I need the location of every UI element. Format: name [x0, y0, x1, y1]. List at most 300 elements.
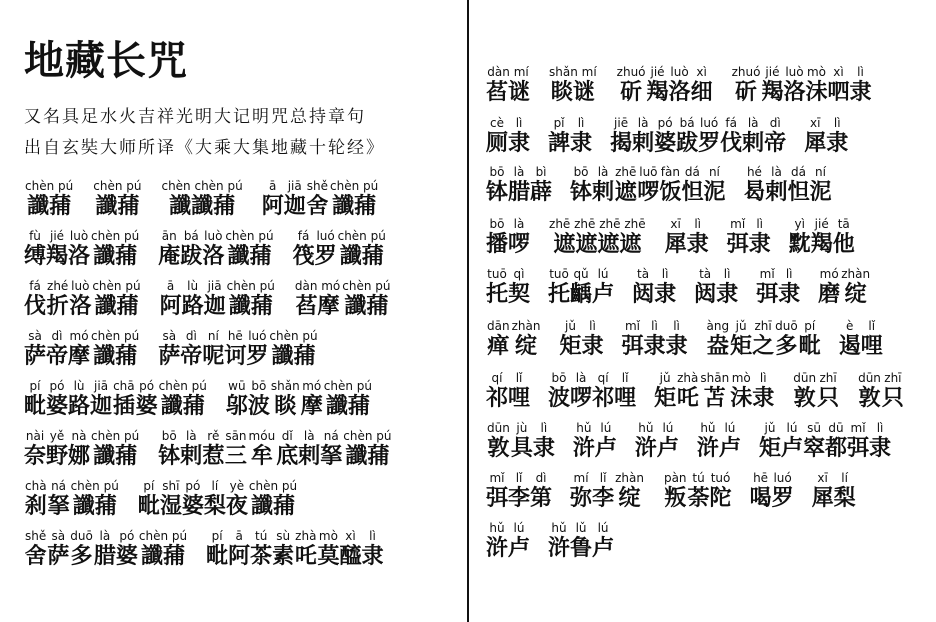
- syllable: [632, 117, 654, 157]
- pinyin: pó: [185, 479, 201, 493]
- syllable: [719, 422, 741, 462]
- mantra-line: [24, 180, 397, 220]
- hanzi: 讖蒱: [332, 193, 377, 219]
- pinyin: lì: [833, 116, 841, 130]
- hanzi: 伐: [24, 293, 47, 319]
- pinyin: jù: [516, 421, 528, 435]
- hanzi: 隶: [826, 130, 849, 156]
- pinyin: dì: [769, 116, 781, 130]
- syllable: [752, 320, 774, 360]
- hanzi: 怛: [787, 179, 810, 205]
- syllable: [761, 66, 783, 106]
- mantra-line: [486, 66, 890, 106]
- syllable: [533, 422, 555, 462]
- syllable: [486, 422, 511, 462]
- mantra-word: [621, 320, 687, 360]
- hanzi: 萨: [47, 543, 70, 569]
- pinyin: pó: [49, 379, 65, 393]
- pinyin: dì: [51, 329, 63, 343]
- mantra-word: [548, 268, 614, 308]
- pinyin: xī: [817, 471, 828, 485]
- syllable: [202, 230, 224, 270]
- syllable: [654, 372, 676, 412]
- syllable: [486, 218, 508, 258]
- hanzi: 遮: [614, 179, 637, 205]
- pinyin: qí: [491, 371, 503, 385]
- syllable: [204, 480, 226, 520]
- pinyin: chèn pú: [226, 279, 275, 293]
- hanzi: 婆: [115, 543, 138, 569]
- syllable: [90, 230, 140, 270]
- pinyin: qǔ: [573, 267, 589, 281]
- pinyin: jié: [814, 217, 829, 231]
- syllable: [710, 472, 732, 512]
- syllable: [90, 380, 112, 420]
- syllable: [508, 218, 530, 258]
- syllable: [284, 180, 306, 220]
- syllable: [548, 268, 570, 308]
- syllable: [833, 218, 855, 258]
- pinyin: lí: [841, 471, 848, 485]
- pinyin: pí: [804, 319, 816, 333]
- syllable: [315, 230, 337, 270]
- syllable: [202, 330, 224, 370]
- pinyin: hǔ: [576, 421, 592, 435]
- mantra-word: [694, 268, 738, 308]
- pinyin: tú: [254, 529, 268, 543]
- pinyin: pó: [657, 116, 673, 130]
- pinyin: pí: [143, 479, 155, 493]
- pinyin: chèn pú: [25, 179, 74, 193]
- syllable: [716, 268, 738, 308]
- pinyin: yě: [49, 429, 65, 443]
- hanzi: 羯: [810, 231, 833, 257]
- syllable: [248, 430, 277, 470]
- hanzi: 野: [46, 443, 69, 469]
- hanzi: 隶: [532, 435, 555, 461]
- mantra-word: [818, 268, 871, 308]
- mantra-line: [24, 330, 337, 370]
- syllable: [70, 480, 120, 520]
- mantra-word: [548, 372, 636, 412]
- pinyin: sū: [807, 421, 821, 435]
- pinyin: là: [771, 165, 782, 179]
- pinyin: chā: [113, 379, 135, 393]
- hanzi: 阿: [228, 543, 251, 569]
- subtitle-line-2: 出自玄奘大师所译《大乘大集地藏十轮经》: [24, 138, 385, 158]
- hanzi: 隶: [849, 79, 872, 105]
- pinyin: tú: [692, 471, 705, 485]
- hanzi: 李: [508, 485, 531, 511]
- hanzi: 讖蒱: [251, 493, 296, 519]
- syllable: [749, 218, 771, 258]
- mantra-word: [24, 180, 74, 220]
- syllable: [657, 422, 679, 462]
- pinyin: qì: [513, 267, 525, 281]
- hanzi: 浒: [696, 435, 719, 461]
- mantra-word: [663, 472, 732, 512]
- syllable: [68, 380, 90, 420]
- mantra-word: [812, 472, 856, 512]
- pinyin: pàn: [663, 471, 687, 485]
- hanzi: 隶: [361, 543, 384, 569]
- syllable: [320, 430, 342, 470]
- pinyin: dūn: [793, 371, 817, 385]
- syllable: [614, 472, 645, 512]
- hanzi: 钵: [570, 179, 593, 205]
- pinyin: xì: [833, 65, 844, 79]
- hanzi: 睒谜: [550, 79, 595, 105]
- pinyin: chèn pú: [92, 279, 141, 293]
- pinyin: dàn mí: [487, 65, 529, 79]
- hanzi: 底: [276, 443, 299, 469]
- pinyin: shǎn: [270, 379, 300, 393]
- pinyin: lǐ: [515, 371, 523, 385]
- syllable: [250, 530, 272, 570]
- pinyin: shān: [700, 371, 730, 385]
- syllable: [94, 530, 116, 570]
- hanzi: 浒: [548, 535, 571, 561]
- pinyin: ná: [323, 429, 339, 443]
- pinyin: fá: [297, 229, 310, 243]
- pinyin: lì: [857, 65, 864, 79]
- hanzi: 洛: [668, 79, 691, 105]
- hanzi: 萨: [158, 343, 181, 369]
- pinyin: ā: [166, 279, 175, 293]
- hanzi: 祁: [486, 385, 509, 411]
- syllable: [341, 280, 391, 320]
- syllable: [847, 422, 869, 462]
- mantra-word: [486, 117, 530, 157]
- hanzi: 折: [46, 293, 69, 319]
- pinyin: hǔ: [638, 421, 654, 435]
- mantra-line: [486, 320, 901, 360]
- hanzi: 牟: [250, 443, 273, 469]
- syllable: [581, 320, 603, 360]
- syllable: [224, 230, 274, 270]
- mantra-word: [158, 330, 318, 370]
- hanzi: 卢: [780, 435, 803, 461]
- hanzi: 讖蒱: [271, 343, 316, 369]
- hanzi: 洛: [783, 79, 806, 105]
- pinyin: lǔ: [575, 521, 587, 535]
- hanzi: 讖蒱: [27, 193, 72, 219]
- hanzi: 怛: [681, 179, 704, 205]
- syllable: [511, 320, 542, 360]
- syllable: [138, 480, 160, 520]
- syllable: [805, 66, 827, 106]
- syllable: [781, 422, 803, 462]
- pinyin: là: [597, 165, 609, 179]
- hanzi: 罗: [698, 130, 721, 156]
- syllable: [293, 230, 315, 270]
- pinyin: hē: [753, 471, 769, 485]
- syllable: [530, 472, 552, 512]
- mantra-line: [486, 117, 866, 157]
- hanzi: 奈: [24, 443, 47, 469]
- syllable: [774, 320, 799, 360]
- hanzi: 李: [592, 485, 615, 511]
- mantra-word: [293, 230, 387, 270]
- pinyin: sān: [225, 429, 247, 443]
- syllable: [559, 320, 581, 360]
- hanzi: 弭: [486, 485, 509, 511]
- pinyin: mǐ: [850, 421, 866, 435]
- syllable: [592, 372, 614, 412]
- syllable: [294, 530, 317, 570]
- pinyin: xì: [345, 529, 356, 543]
- pinyin: lì: [515, 116, 523, 130]
- syllable: [644, 320, 666, 360]
- syllable: [787, 166, 809, 206]
- pinyin: jié: [650, 65, 665, 79]
- hanzi: 梨: [203, 493, 226, 519]
- hanzi: 羯: [46, 243, 69, 269]
- pinyin: dì: [535, 471, 547, 485]
- mantra-word: [294, 280, 392, 320]
- hanzi: 剌: [180, 443, 203, 469]
- syllable: [548, 218, 647, 258]
- syllable: [68, 430, 90, 470]
- pinyin: chèn pú: [329, 179, 379, 193]
- hanzi: 讖蒱: [95, 193, 140, 219]
- mantra-word: [635, 422, 679, 462]
- mantra-word: [548, 117, 592, 157]
- mantra-word: [486, 422, 555, 462]
- hanzi: 婆: [654, 130, 677, 156]
- hanzi: 波: [247, 393, 270, 419]
- pinyin: jiā: [287, 179, 302, 193]
- syllable: [803, 422, 825, 462]
- syllable: [548, 372, 570, 412]
- pinyin: pí: [29, 379, 41, 393]
- syllable: [882, 372, 904, 412]
- mantra-word: [548, 218, 647, 258]
- mantra-line: [486, 166, 850, 206]
- pinyin: chà: [25, 479, 47, 493]
- syllable: [778, 268, 800, 308]
- hanzi: 隶: [665, 333, 688, 359]
- syllable: [24, 430, 46, 470]
- hanzi: 卢: [718, 435, 741, 461]
- pinyin: chèn pú: [91, 229, 140, 243]
- hanzi: 他: [832, 231, 855, 257]
- syllable: [697, 422, 719, 462]
- hanzi: 多: [70, 543, 93, 569]
- hanzi: 伐: [720, 130, 743, 156]
- syllable: [268, 330, 318, 370]
- pinyin: è: [846, 319, 854, 333]
- hanzi: 啰: [637, 179, 660, 205]
- mantra-word: [24, 530, 188, 570]
- pinyin: fá: [725, 116, 737, 130]
- syllable: [654, 117, 676, 157]
- mantra-word: [789, 218, 855, 258]
- mantra-line: [486, 472, 874, 512]
- syllable: [839, 320, 861, 360]
- hanzi: 卢: [656, 435, 679, 461]
- syllable: [329, 180, 379, 220]
- mantra-word: [92, 180, 142, 220]
- syllable: [869, 422, 891, 462]
- syllable: [508, 268, 530, 308]
- mantra-word: [160, 280, 276, 320]
- mantra-word: [138, 480, 298, 520]
- syllable: [337, 230, 387, 270]
- syllable: [301, 380, 323, 420]
- hanzi: 罗: [314, 243, 337, 269]
- pinyin: àng: [706, 319, 730, 333]
- hanzi: 腊: [93, 543, 116, 569]
- syllable: [138, 530, 188, 570]
- pinyin: dì: [185, 329, 197, 343]
- syllable: [857, 372, 882, 412]
- mantra-word: [759, 422, 891, 462]
- mantra-line: [486, 218, 873, 258]
- pinyin: bá: [679, 116, 695, 130]
- syllable: [116, 530, 138, 570]
- pinyin: chèn pú: [138, 529, 188, 543]
- hanzi: 跋: [676, 130, 699, 156]
- hanzi: 羯: [761, 79, 784, 105]
- syllable: [508, 117, 530, 157]
- hanzi: 揭: [610, 130, 633, 156]
- hanzi: 隶: [778, 281, 801, 307]
- syllable: [224, 330, 246, 370]
- syllable: [632, 268, 654, 308]
- mantra-word: [731, 66, 872, 106]
- hanzi: 托: [548, 281, 571, 307]
- hanzi: 播: [486, 231, 509, 257]
- syllable: [840, 268, 871, 308]
- syllable: [750, 472, 772, 512]
- syllable: [804, 117, 826, 157]
- mantra-word: [486, 522, 530, 562]
- hanzi: 绽: [844, 281, 867, 307]
- pinyin: luó: [699, 116, 719, 130]
- mantra-line: [486, 372, 922, 412]
- hanzi: 隶: [654, 281, 677, 307]
- hanzi: 遮遮遮遮: [553, 231, 642, 257]
- pinyin: ní: [708, 165, 720, 179]
- hanzi: 阿: [159, 293, 182, 319]
- syllable: [811, 218, 833, 258]
- syllable: [47, 530, 69, 570]
- hanzi: 钵: [158, 443, 181, 469]
- pinyin: hē: [227, 329, 243, 343]
- pinyin: yè: [229, 479, 245, 493]
- pinyin: zhī: [884, 371, 902, 385]
- pinyin: luò: [785, 65, 804, 79]
- pinyin: mò: [318, 529, 338, 543]
- syllable: [573, 422, 595, 462]
- syllable: [182, 280, 204, 320]
- hanzi: 剌: [742, 130, 765, 156]
- hanzi: 隶: [508, 130, 531, 156]
- hanzi: 犀: [664, 231, 687, 257]
- hanzi: 卢: [592, 281, 615, 307]
- hanzi: 吒: [294, 543, 317, 569]
- pinyin: duō: [775, 319, 798, 333]
- mantra-word: [665, 218, 709, 258]
- mantra-word: [697, 422, 741, 462]
- pinyin: rě: [207, 429, 220, 443]
- hanzi: 卢: [508, 535, 531, 561]
- syllable: [765, 166, 787, 206]
- hanzi: 拏: [320, 443, 343, 469]
- hanzi: 矩: [559, 333, 582, 359]
- syllable: [610, 117, 632, 157]
- mantra-word: [486, 268, 530, 308]
- hanzi: 惹: [202, 443, 225, 469]
- hanzi: 諀: [548, 130, 571, 156]
- pinyin: tuō: [549, 267, 569, 281]
- syllable: [817, 372, 839, 412]
- pinyin: lì: [577, 116, 585, 130]
- syllable: [826, 117, 848, 157]
- syllable: [731, 66, 762, 106]
- hanzi: 毗: [798, 333, 821, 359]
- hanzi: 瘅: [487, 333, 510, 359]
- pinyin: bá: [183, 229, 199, 243]
- syllable: [486, 320, 511, 360]
- pinyin: là: [99, 529, 111, 543]
- syllable: [24, 230, 46, 270]
- pinyin: là: [513, 217, 525, 231]
- hanzi: 卢: [592, 535, 615, 561]
- syllable: [272, 530, 294, 570]
- syllable: [548, 117, 570, 157]
- mantra-word: [632, 268, 676, 308]
- pinyin: chèn chèn pú: [161, 179, 243, 193]
- syllable: [742, 117, 764, 157]
- syllable: [24, 180, 74, 220]
- pinyin: luò: [69, 229, 89, 243]
- pinyin: dūn: [858, 371, 881, 385]
- syllable: [720, 117, 742, 157]
- hanzi: 钵: [486, 179, 509, 205]
- pinyin: mó: [69, 329, 89, 343]
- syllable: [635, 422, 657, 462]
- mantra-word: [548, 522, 614, 562]
- hanzi: 讖蒱: [93, 243, 138, 269]
- page-title: 地藏长咒: [24, 37, 188, 84]
- hanzi: 浒: [572, 435, 595, 461]
- pinyin: lì: [723, 267, 731, 281]
- pinyin: shǎn mí: [549, 65, 597, 79]
- syllable: [317, 530, 339, 570]
- pinyin: lǐ: [621, 371, 629, 385]
- hanzi: 之: [752, 333, 775, 359]
- pinyin: lú: [513, 521, 525, 535]
- pinyin: chèn pú: [323, 379, 372, 393]
- syllable: [224, 430, 247, 470]
- mantra-word: [24, 380, 208, 420]
- hanzi: 隶: [643, 333, 666, 359]
- pinyin: tà: [637, 267, 650, 281]
- hanzi: 路: [181, 293, 204, 319]
- hanzi: 齲: [570, 281, 593, 307]
- hanzi: 隶: [869, 435, 892, 461]
- pinyin: lú: [597, 267, 609, 281]
- hanzi: 曷: [743, 179, 766, 205]
- syllable: [90, 330, 140, 370]
- pinyin: chèn pú: [248, 479, 298, 493]
- mantra-word: [158, 430, 392, 470]
- hanzi: 隶: [752, 385, 775, 411]
- syllable: [248, 380, 270, 420]
- pinyin: nài: [25, 429, 45, 443]
